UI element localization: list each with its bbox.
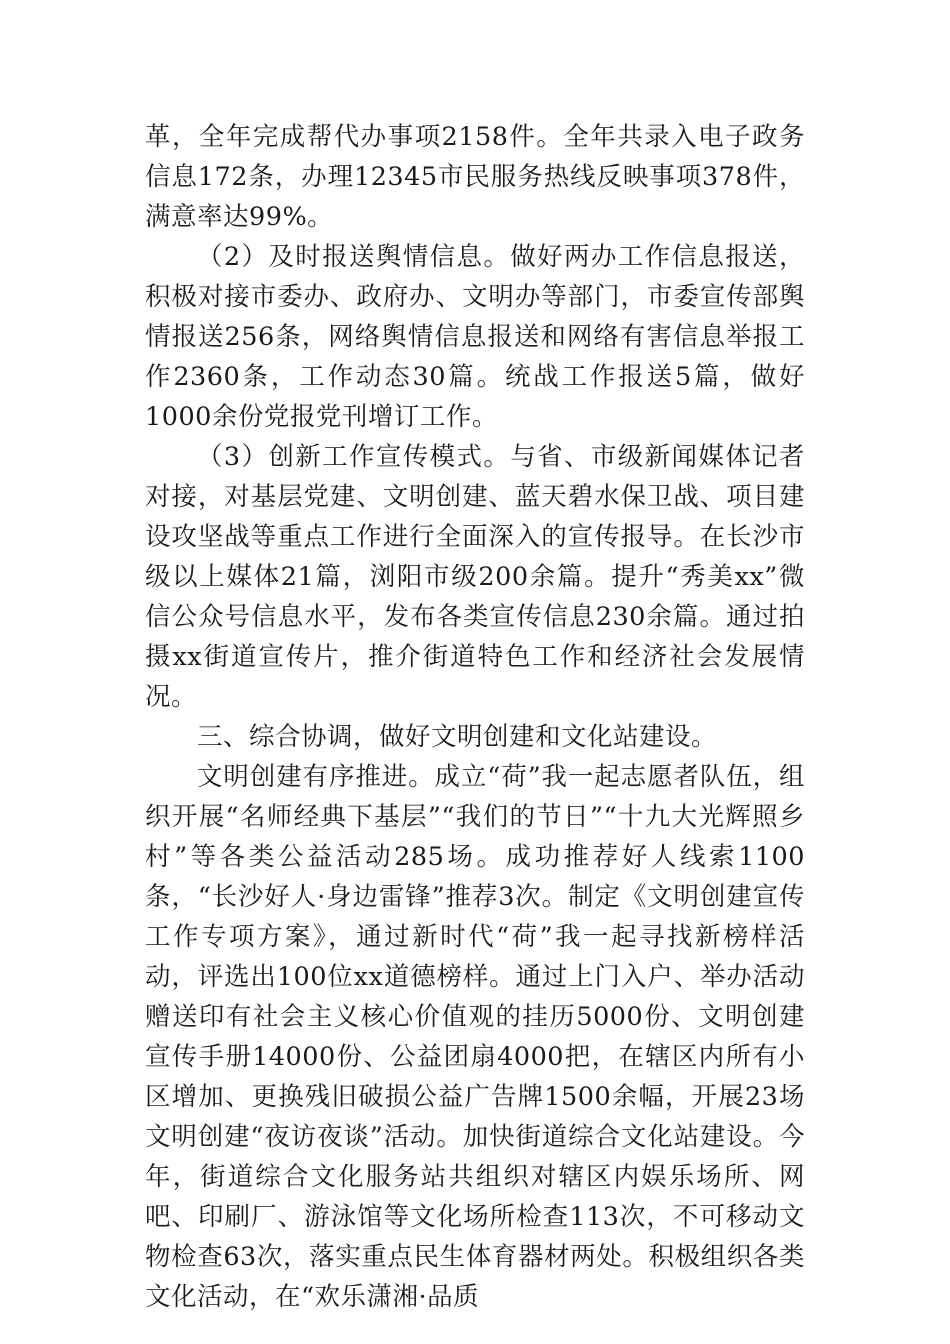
paragraph-civilization-building: 文明创建有序推进。成立“荷”我一起志愿者队伍，组织开展“名师经典下基层”“我们的节日”“十九大光辉照乡村”等各类公益活动285场。成功推荐好人线索1100条，“长沙好人·身边雷锋”推荐3次。制定《文明创建宣传工作专项方案》，通过新时代“荷”我一起寻找新榜样活动，评选出100位xx道德榜样。通过上门入户、举办活动赠送印有社会主义核心价值观的挂历5000份、文明创建宣传手册14000份、公益团扇4000把，在辖区内所有小区增加、更换残旧破损公益广告牌1500余幅，开展23场文明创建“夜访夜谈”活动。加快街道综合文化站建设。今年，街道综合文化服务站共组织对辖区内娱乐场所、网吧、印刷厂、游泳馆等文化场所检查113次，不可移动文物检查63次，落实重点民生体育器材两处。积极组织各类文化活动，在“欢乐潇湘·品质	[145, 762, 805, 1312]
document-body	[145, 117, 805, 1317]
paragraph-public-opinion: （2）及时报送舆情信息。做好两办工作信息报送，积极对接市委办、政府办、文明办等部门，市委宣传部舆情报送256条，网络舆情信息报送和网络有害信息举报工作2360条，工作动态30篇。统战工作报送5篇，做好1000余份党报党刊增订工作。	[145, 242, 805, 432]
paragraph-service-stats: 革，全年完成帮代办事项2158件。全年共录入电子政务信息172条，办理12345市民服务热线反映事项378件，满意率达99%。	[145, 122, 805, 232]
paragraph-publicity-mode: （3）创新工作宣传模式。与省、市级新闻媒体记者对接，对基层党建、文明创建、蓝天碧水保卫战、项目建设攻坚战等重点工作进行全面深入的宣传报导。在长沙市级以上媒体21篇，浏阳市级200余篇。提升“秀美xx”微信公众号信息水平，发布各类宣传信息230余篇。通过拍摄xx街道宣传片，推介街道特色工作和经济社会发展情况。	[145, 442, 805, 712]
section-heading: 三、综合协调，做好文明创建和文化站建设。	[197, 722, 718, 752]
